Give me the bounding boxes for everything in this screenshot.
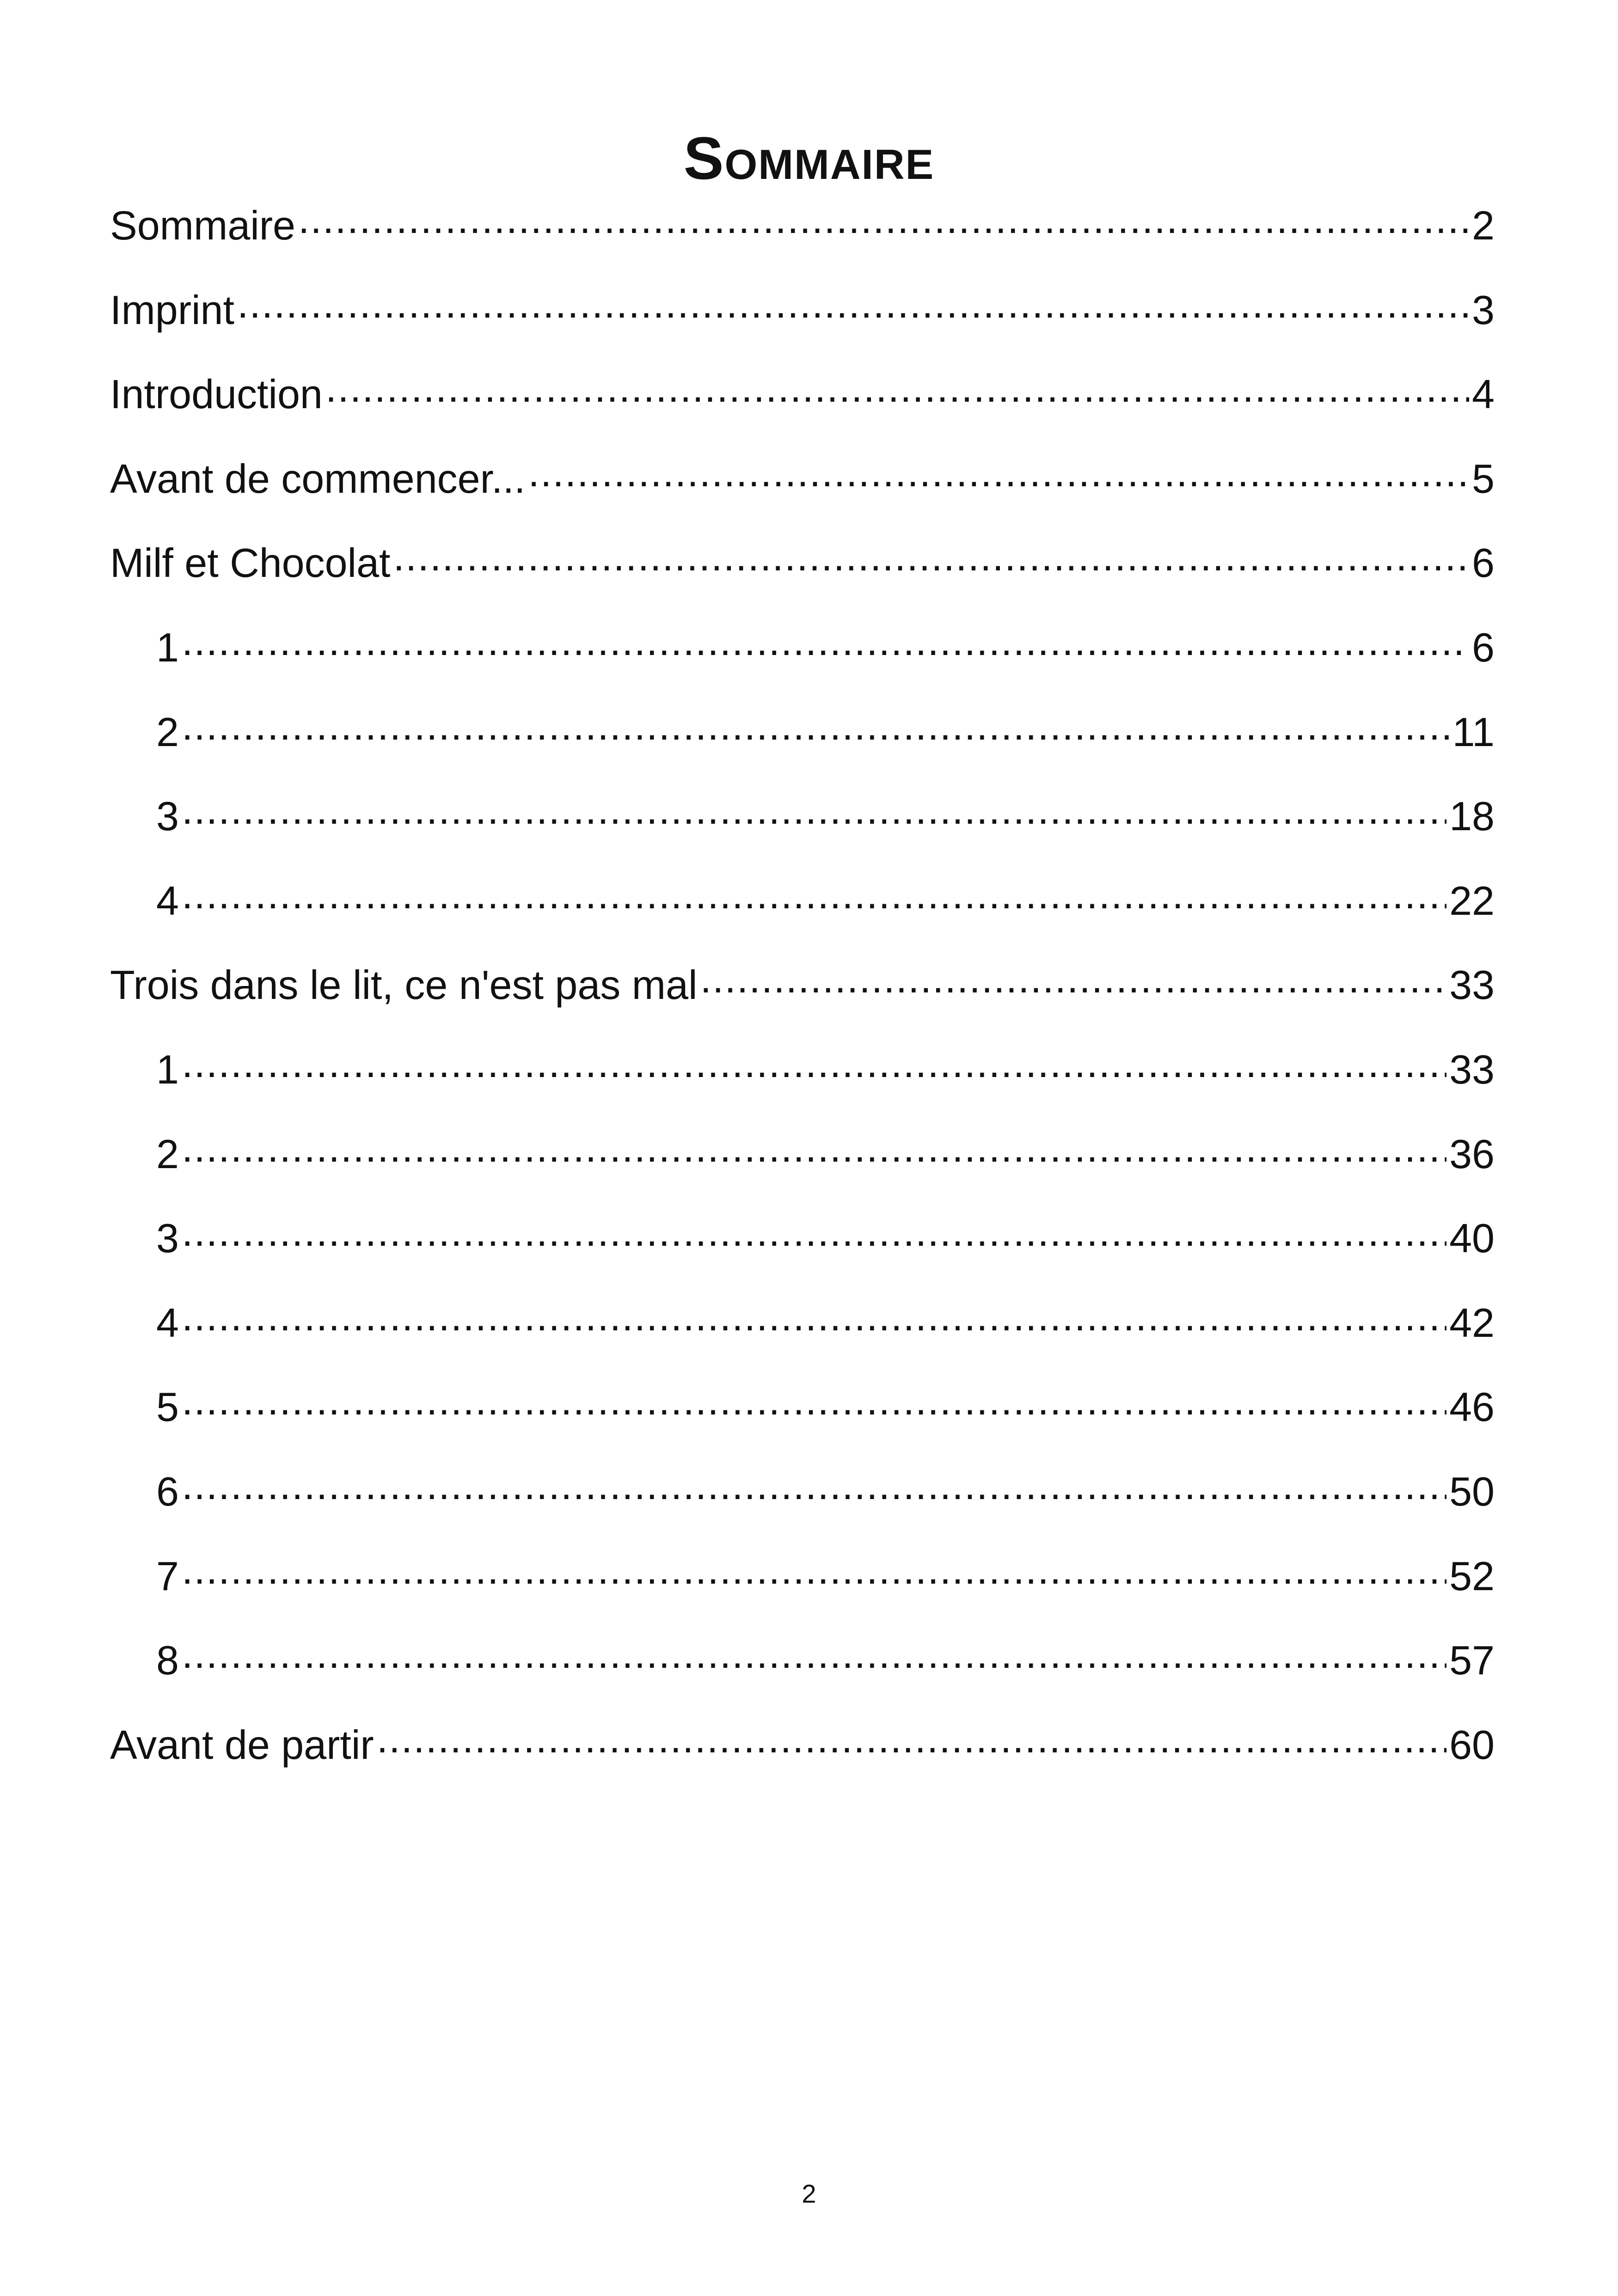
toc-subentry[interactable] (110, 705, 1495, 790)
toc-entry-label: 1 (156, 1046, 179, 1092)
toc-entry-page: 3 (1472, 287, 1495, 333)
toc-entry-label: Avant de commencer... (110, 455, 526, 502)
toc-entry-page: 18 (1449, 793, 1495, 839)
toc-entry-page: 2 (1472, 202, 1495, 248)
toc-leader-dots (182, 1465, 1446, 1506)
toc-entry-page: 50 (1449, 1468, 1495, 1514)
toc-entry-label: Imprint (110, 287, 234, 333)
toc-entry-label: Avant de partir (110, 1721, 374, 1768)
toc-leader-dots (182, 1127, 1446, 1168)
toc-entry-page: 60 (1449, 1721, 1495, 1768)
toc-subentry[interactable] (110, 1380, 1495, 1465)
toc-leader-dots (325, 367, 1469, 408)
toc-entry-label: Milf et Chocolat (110, 540, 391, 586)
toc-entry-sommaire[interactable] (110, 199, 1495, 283)
toc-entry-label: 3 (156, 1215, 179, 1261)
toc-subentry[interactable] (110, 790, 1495, 874)
toc-subentry[interactable] (110, 1127, 1495, 1212)
toc-leader-dots (237, 283, 1469, 324)
toc-entry-label: 2 (156, 709, 179, 755)
toc-leader-dots (182, 1212, 1446, 1252)
toc-subentry[interactable] (110, 621, 1495, 705)
toc-leader-dots (182, 790, 1446, 830)
toc-entry-label: 4 (156, 877, 179, 924)
toc-entry-milf-et-chocolat[interactable] (110, 536, 1495, 621)
toc-entry-page: 6 (1472, 540, 1495, 586)
toc-subentry[interactable] (110, 874, 1495, 959)
toc-subentry[interactable] (110, 1212, 1495, 1296)
toc-entry-page: 33 (1449, 1046, 1495, 1092)
toc-entry-page: 42 (1449, 1299, 1495, 1346)
toc-entry-label: 8 (156, 1637, 179, 1684)
page-title: Sommaire (683, 124, 935, 192)
toc-entry-label: Sommaire (110, 202, 295, 248)
toc-entry-page: 52 (1449, 1553, 1495, 1599)
toc-entry-page: 33 (1449, 962, 1495, 1008)
toc-entry-page: 57 (1449, 1637, 1495, 1684)
toc-entry-page: 11 (1452, 709, 1495, 755)
toc-entry-page: 22 (1449, 877, 1495, 924)
toc-entry-avant-de-partir[interactable] (110, 1718, 1495, 1803)
toc-entry-label: 1 (156, 624, 179, 670)
toc-entry-trois-dans-le-lit[interactable] (110, 958, 1495, 1043)
toc-entry-avant-de-commencer[interactable] (110, 452, 1495, 537)
toc-entry-label: 7 (156, 1553, 179, 1599)
toc-entry-page: 40 (1449, 1215, 1495, 1261)
toc-entry-label: 6 (156, 1468, 179, 1514)
toc-subentry[interactable] (110, 1549, 1495, 1634)
toc-leader-dots (182, 705, 1450, 746)
toc-entry-page: 6 (1472, 624, 1495, 670)
toc-entry-label: 5 (156, 1384, 179, 1430)
toc-leader-dots (528, 452, 1469, 493)
table-of-contents (110, 199, 1495, 1802)
toc-entry-introduction[interactable] (110, 367, 1495, 452)
toc-leader-dots (182, 1296, 1446, 1337)
toc-entry-page: 36 (1449, 1131, 1495, 1177)
toc-subentry[interactable] (110, 1634, 1495, 1718)
toc-leader-dots (182, 1043, 1446, 1084)
toc-leader-dots (700, 958, 1447, 999)
toc-leader-dots (182, 1380, 1446, 1421)
toc-entry-label: 3 (156, 793, 179, 839)
toc-leader-dots (182, 874, 1446, 915)
toc-subentry[interactable] (110, 1043, 1495, 1127)
toc-leader-dots (182, 621, 1469, 661)
toc-entry-label: 4 (156, 1299, 179, 1346)
toc-subentry[interactable] (110, 1465, 1495, 1549)
toc-subentry[interactable] (110, 1296, 1495, 1381)
page-number: 2 (802, 2179, 816, 2208)
toc-entry-label: Introduction (110, 371, 323, 417)
toc-entry-label: 2 (156, 1131, 179, 1177)
toc-leader-dots (182, 1634, 1446, 1674)
toc-entry-page: 46 (1449, 1384, 1495, 1430)
toc-leader-dots (182, 1549, 1446, 1590)
toc-leader-dots (393, 536, 1469, 577)
toc-leader-dots (298, 199, 1469, 239)
toc-entry-imprint[interactable] (110, 283, 1495, 368)
toc-leader-dots (377, 1718, 1446, 1759)
toc-entry-label: Trois dans le lit, ce n'est pas mal (110, 962, 698, 1008)
toc-entry-page: 5 (1472, 455, 1495, 502)
toc-entry-page: 4 (1472, 371, 1495, 417)
